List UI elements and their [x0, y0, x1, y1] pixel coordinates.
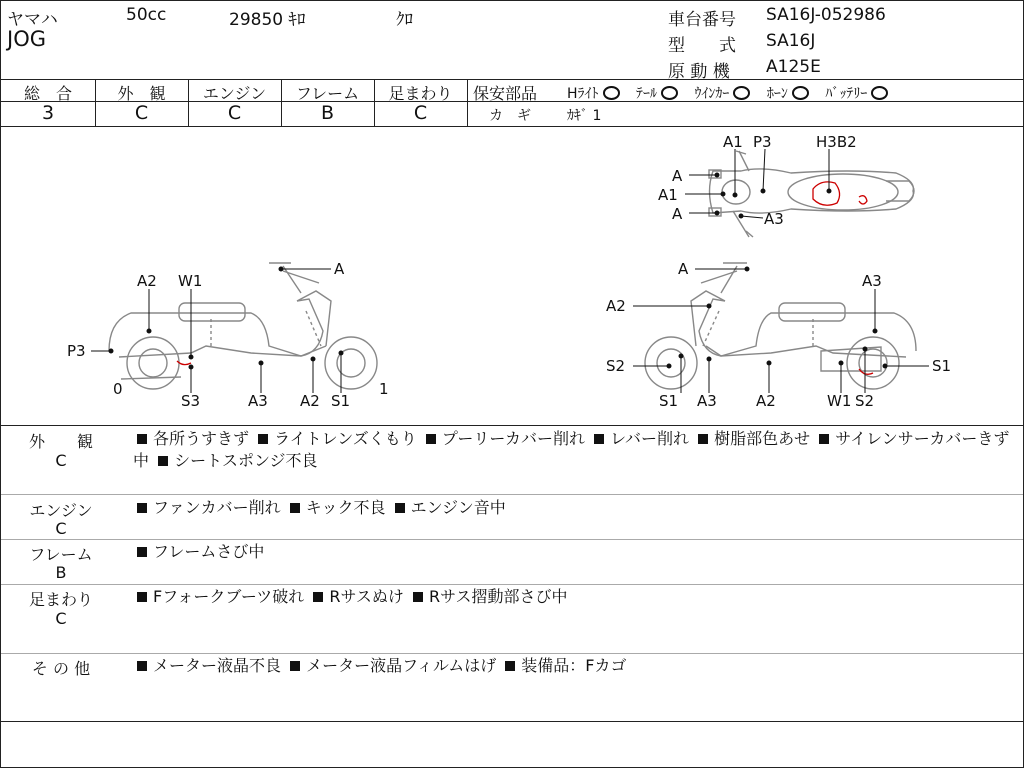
safety-items — [567, 83, 896, 103]
safety-item-tail: ﾃｰﾙ — [635, 86, 657, 102]
callout-label: A3 — [862, 272, 882, 290]
bullet-icon — [395, 503, 405, 513]
callout-label: P3 — [67, 342, 86, 360]
section-item: メーター液晶フィルムはげ — [306, 656, 497, 675]
callout-label: 0 — [113, 380, 123, 398]
callout-label: A — [334, 260, 345, 278]
divider — [1, 653, 1023, 654]
diagram-labels — [67, 133, 951, 410]
divider — [1, 79, 1023, 80]
bullet-icon — [137, 592, 147, 602]
frame-no: SA16J-052986 — [766, 5, 886, 25]
section-label-other: そ の 他 — [31, 659, 91, 678]
bullet-icon — [158, 456, 168, 466]
bullet-icon — [505, 661, 515, 671]
divider — [1, 539, 1023, 540]
bullet-icon — [426, 434, 436, 444]
key-value: ｶｷﾞ 1 — [567, 108, 602, 124]
grade-value-suspension: C — [413, 102, 428, 124]
section-item: プーリーカバー削れ — [441, 429, 586, 448]
callout-label: S2 — [855, 392, 875, 410]
displacement: 50cc — [126, 5, 167, 25]
scooter-diagram — [1, 127, 1023, 425]
section-items-engine — [133, 497, 1018, 519]
safety-item-winker: ｳｲﾝｶｰ — [694, 86, 730, 102]
bullet-icon — [137, 547, 147, 557]
section-item: Rサスぬけ — [329, 587, 404, 606]
section-item: ライトレンズくもり — [274, 429, 417, 448]
ok-mark-icon — [871, 86, 888, 100]
callout-label: A2 — [606, 297, 626, 315]
section-grade-frame: B — [55, 563, 67, 582]
section-item: フレームさび中 — [153, 542, 265, 561]
divider — [1, 425, 1023, 426]
bullet-icon — [290, 661, 300, 671]
engine-label: 原 動 機 — [668, 62, 730, 82]
callout-label: S1 — [659, 392, 679, 410]
callout-label: A — [672, 205, 683, 223]
section-item: ファンカバー削れ — [153, 498, 281, 517]
ok-mark-icon — [603, 86, 620, 100]
divider — [1, 584, 1023, 585]
section-label-exterior: 外 観 — [28, 432, 93, 451]
divider — [1, 494, 1023, 495]
callout-label: W1 — [827, 392, 852, 410]
callout-label: A — [672, 167, 683, 185]
callout-label: A2 — [300, 392, 320, 410]
body-color: ｸﾛ — [396, 10, 413, 30]
grade-value-exterior: C — [134, 102, 149, 124]
bullet-icon — [819, 434, 829, 444]
bullet-icon — [137, 503, 147, 513]
bullet-icon — [137, 661, 147, 671]
section-item: エンジン音中 — [410, 498, 506, 517]
bullet-icon — [290, 503, 300, 513]
callout-label: S1 — [331, 392, 351, 410]
ok-mark-icon — [733, 86, 750, 100]
grade-label-frame: フレーム — [295, 84, 360, 103]
section-item: レバー削れ — [610, 429, 690, 448]
section-label-frame: フレーム — [29, 545, 93, 564]
grade-label-overall: 総 合 — [23, 84, 72, 103]
bullet-icon — [594, 434, 604, 444]
callout-label: S1 — [932, 357, 952, 375]
safety-label: 保安部品 — [473, 84, 538, 103]
section-item: サイレンサーカバーきず中 — [133, 429, 1010, 470]
callout-label: S3 — [181, 392, 201, 410]
key-label: カ ギ — [489, 108, 531, 124]
callout-label: 1 — [379, 380, 389, 398]
type-value: SA16J — [766, 31, 816, 51]
section-items-exterior — [133, 428, 1018, 472]
section-label-suspension: 足まわり — [28, 590, 93, 609]
section-item: 各所うすきず — [153, 429, 250, 448]
callout-label: A1 — [723, 133, 743, 151]
callout-label: A3 — [248, 392, 268, 410]
safety-item-horn: ﾎｰﾝ — [766, 86, 788, 102]
callouts — [91, 149, 929, 393]
section-items-suspension — [133, 586, 1018, 608]
frame-no-label: 車台番号 — [668, 10, 736, 30]
section-grade-suspension: C — [55, 609, 67, 628]
callout-label: A2 — [756, 392, 776, 410]
section-item: キック不良 — [305, 498, 386, 517]
ok-mark-icon — [661, 86, 678, 100]
bullet-icon — [413, 592, 423, 602]
safety-item-battery: ﾊﾞｯﾃﾘｰ — [825, 86, 868, 102]
mileage: 29850 ｷﾛ — [229, 10, 306, 30]
section-item: Fフォークブーツ破れ — [153, 587, 305, 606]
callout-label: A1 — [658, 186, 678, 204]
grade-label-suspension: 足まわり — [388, 84, 453, 103]
callout-label: A2 — [137, 272, 157, 290]
callout-label: A3 — [697, 392, 717, 410]
callout-label: H3B2 — [816, 133, 857, 151]
engine-value: A125E — [766, 57, 821, 77]
grade-value-engine: C — [227, 102, 242, 124]
model-name: JOG — [7, 27, 46, 51]
section-item: 装備品：Fカゴ — [521, 656, 627, 675]
section-label-engine: エンジン — [29, 501, 93, 520]
section-item: 樹脂部色あせ — [714, 429, 811, 448]
section-item: Rサス摺動部さび中 — [428, 587, 568, 606]
grade-value-overall: 3 — [41, 102, 55, 124]
grade-label-exterior: 外 観 — [117, 84, 166, 103]
callout-label: W1 — [178, 272, 203, 290]
bullet-icon — [313, 592, 323, 602]
maker: ヤマハ — [7, 10, 58, 30]
callout-label: P3 — [753, 133, 772, 151]
divider — [467, 79, 468, 126]
callout-label: S2 — [606, 357, 626, 375]
ok-mark-icon — [792, 86, 809, 100]
section-item: シートスポンジ不良 — [174, 451, 318, 470]
safety-item-headlight: Hﾗｲﾄ — [567, 86, 599, 102]
section-grade-engine: C — [55, 519, 67, 538]
section-item: メーター液晶不良 — [153, 656, 282, 675]
callout-label: A — [678, 260, 689, 278]
type-label: 型 式 — [668, 36, 736, 56]
section-items-other — [133, 655, 1018, 677]
divider — [1, 721, 1023, 722]
bullet-icon — [137, 434, 147, 444]
top-view-scooter — [709, 151, 914, 237]
section-grade-exterior: C — [55, 451, 67, 470]
callout-label: A3 — [764, 210, 784, 228]
bullet-icon — [258, 434, 268, 444]
section-items-frame — [133, 541, 1018, 563]
grade-value-frame: B — [320, 102, 335, 124]
bullet-icon — [698, 434, 708, 444]
grade-label-engine: エンジン — [202, 84, 267, 103]
